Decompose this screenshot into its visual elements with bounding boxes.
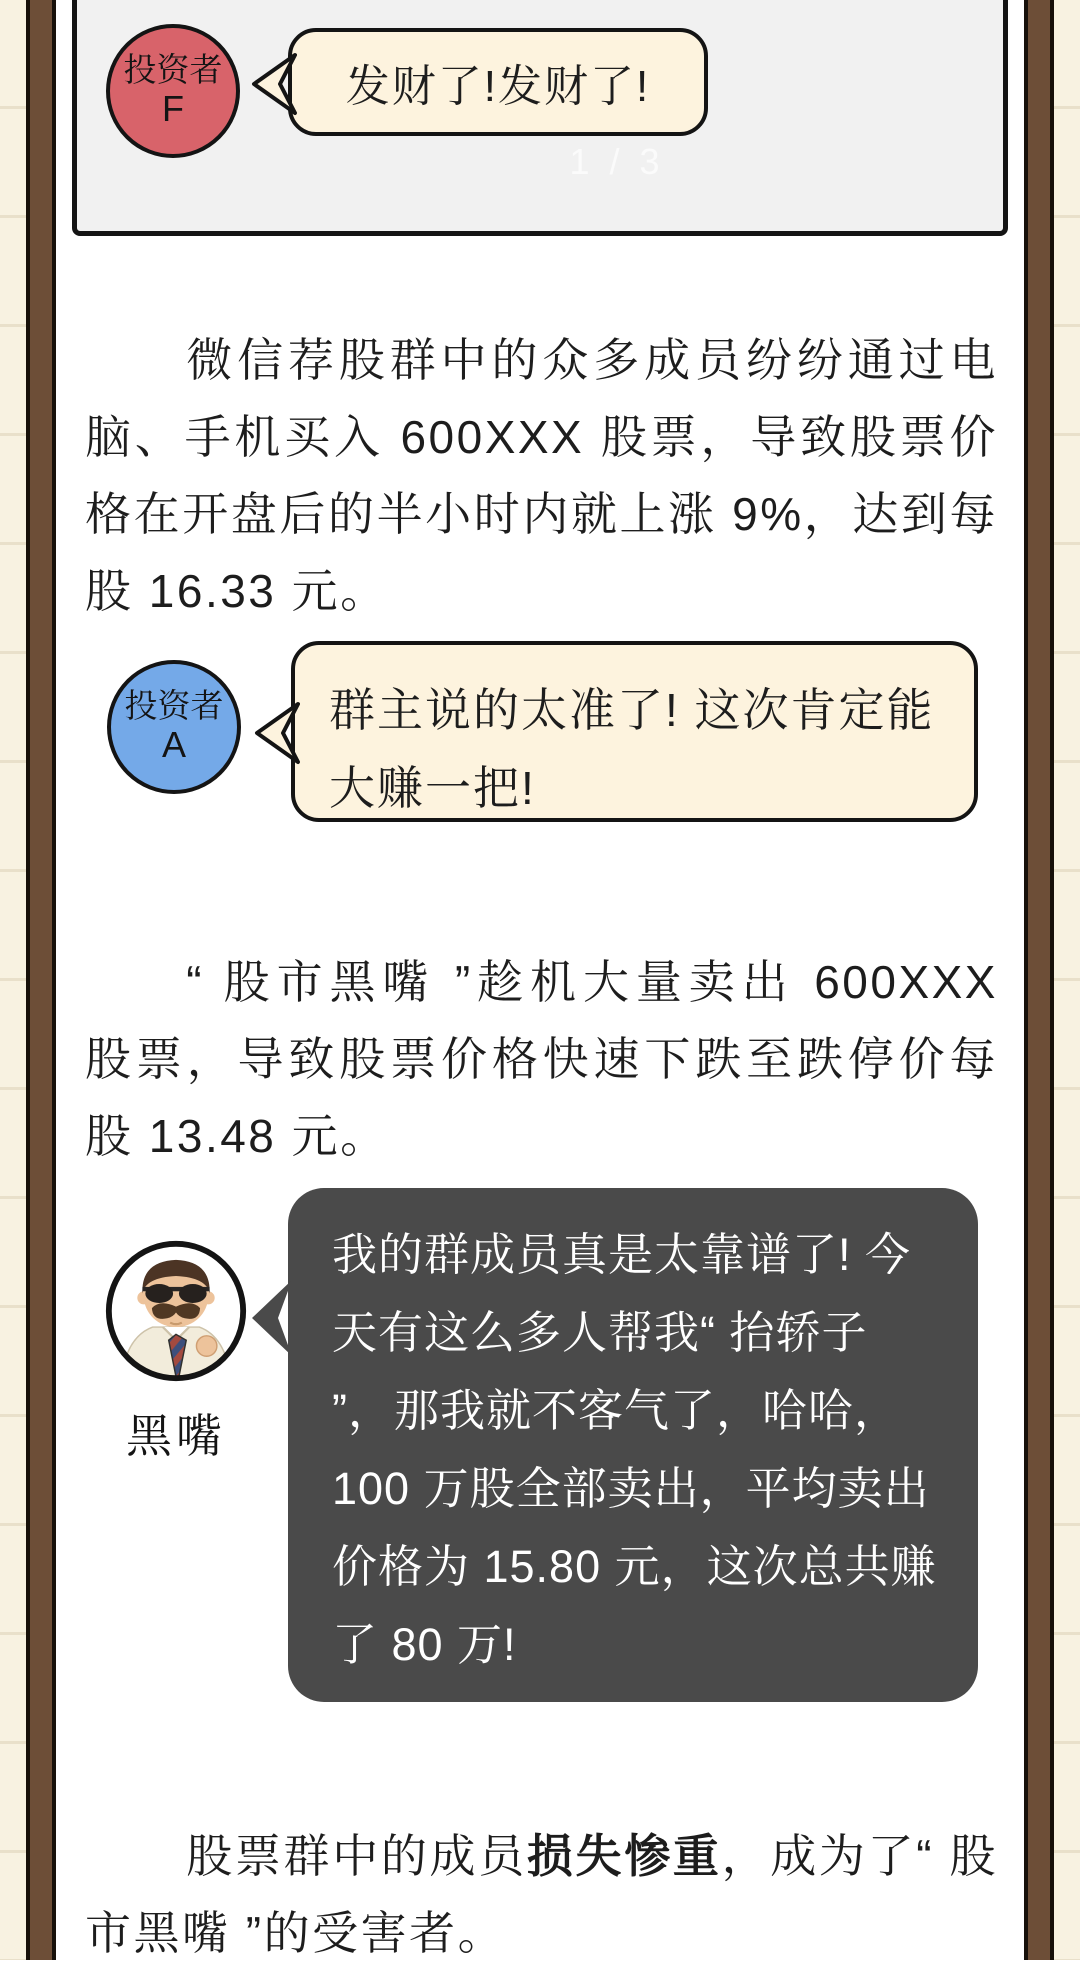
paragraph-victims-bold-segment: 损失惨重	[526, 1830, 722, 1882]
blackmouth-bubble-text: 我的群成员真是太靠谱了! 今天有这么多人帮我“ 抬轿子 ”，那我就不客气了，哈哈，100 万股全部卖出，平均卖出价格为 15.80 元，这次总共赚了 80 万!	[332, 1229, 937, 1670]
investor-a-avatar	[107, 660, 241, 794]
wood-border-bar-right	[1024, 0, 1054, 1960]
blackmouth-avatar-label: 黑嘴	[126, 1410, 226, 1462]
investor-f-avatar-letter: F	[162, 88, 184, 130]
wood-border-bar-left	[26, 0, 56, 1960]
page-indicator: 1 / 3	[569, 141, 665, 182]
bubble-tail-icon	[249, 48, 297, 120]
paragraph-stock-rise: 微信荐股群中的众多成员纷纷通过电脑、手机买入 600XXX 股票，导致股票价格在开盘后的半小时内就上涨 9%，达到每股 16.33 元。	[85, 334, 998, 617]
blackmouth-speech-bubble	[288, 1188, 978, 1702]
bubble-tail-icon	[252, 697, 300, 769]
investor-f-speech-bubble	[288, 28, 708, 136]
paragraph-victims-segment: ，成为了“ 股市黑嘴 ”的受害者。	[85, 1830, 999, 1959]
investor-a-avatar-label: 投资者	[124, 687, 224, 725]
blackmouth-avatar-illustration-icon	[103, 1238, 249, 1384]
investor-f-avatar-label: 投资者	[123, 51, 223, 89]
investor-f-bubble-text: 发财了!发财了!	[345, 62, 651, 111]
investor-f-avatar	[106, 24, 240, 158]
paragraph-victims	[85, 1818, 998, 1972]
investor-a-bubble-text: 群主说的太准了! 这次肯定能大赚一把!	[329, 684, 935, 814]
investor-a-speech-bubble	[291, 641, 978, 822]
paragraph-stock-dump: “ 股市黑嘴 ”趁机大量卖出 600XXX 股票，导致股票价格快速下跌至跌停价每股 13.48 元。	[85, 956, 998, 1162]
investor-a-avatar-letter: A	[161, 724, 186, 766]
blackmouth-avatar	[103, 1238, 249, 1384]
bubble-tail-icon	[250, 1276, 294, 1360]
paragraph-victims-segment: 股票群中的成员	[186, 1830, 527, 1882]
